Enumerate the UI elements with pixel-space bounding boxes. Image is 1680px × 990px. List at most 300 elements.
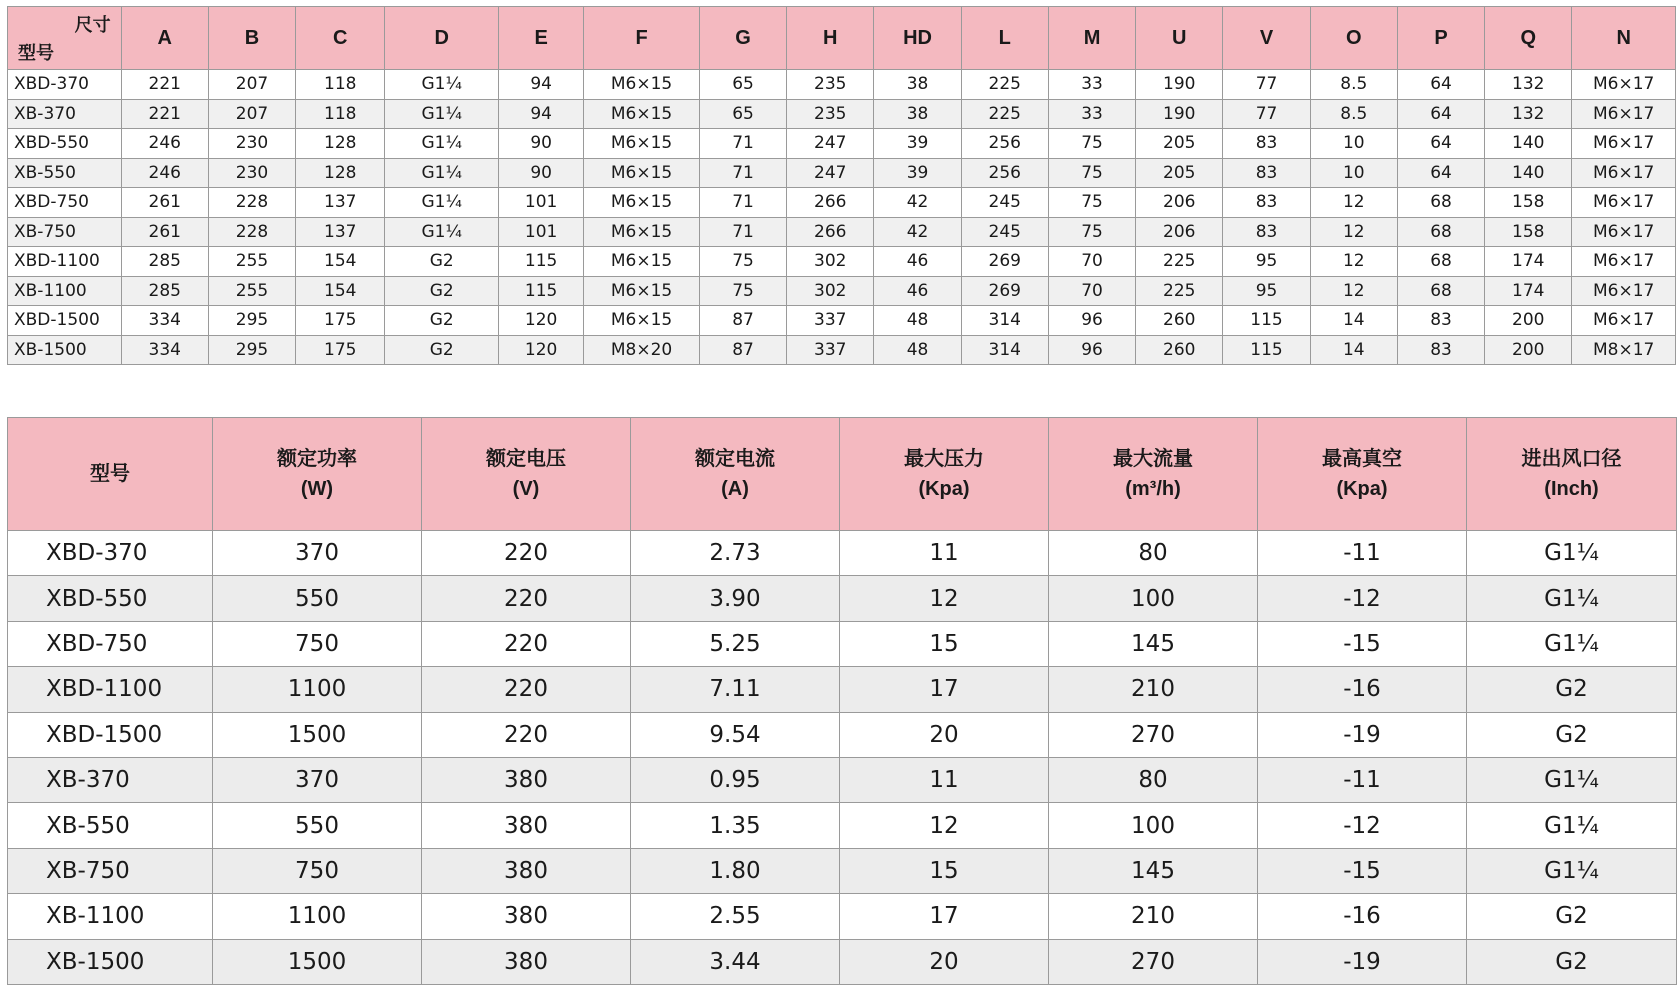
dimension-cell: G1¼: [385, 99, 499, 129]
dimension-cell: M6×17: [1572, 129, 1676, 159]
dimension-cell: 206: [1136, 188, 1223, 218]
dimension-cell: G1¼: [385, 129, 499, 159]
performance-cell: 15: [840, 848, 1049, 893]
performance-cell: G2: [1467, 667, 1677, 712]
dimension-cell: M6×15: [584, 158, 700, 188]
dimension-cell: 269: [961, 247, 1048, 277]
dimension-cell: 68: [1397, 276, 1484, 306]
performance-cell: -12: [1258, 803, 1467, 848]
table-row: [8, 129, 1676, 159]
model-cell: XB-370: [8, 757, 213, 802]
dimension-header-cell: H: [787, 7, 874, 70]
performance-cell: -15: [1258, 621, 1467, 666]
table-row: [8, 531, 1677, 576]
performance-cell: -15: [1258, 848, 1467, 893]
performance-cell: 12: [840, 803, 1049, 848]
header-unit: (W): [300, 478, 334, 500]
performance-cell: 17: [840, 667, 1049, 712]
dimension-cell: 255: [208, 247, 295, 277]
performance-cell: 750: [213, 621, 422, 666]
performance-cell: 370: [213, 757, 422, 802]
dimension-cell: 255: [208, 276, 295, 306]
performance-cell: 1500: [213, 712, 422, 757]
dimension-cell: 71: [699, 217, 786, 247]
dimension-cell: 221: [121, 99, 208, 129]
dimension-cell: 158: [1485, 188, 1572, 218]
dimension-cell: 175: [296, 335, 385, 365]
dimension-cell: 70: [1048, 276, 1135, 306]
dimension-cell: 314: [961, 335, 1048, 365]
dimension-cell: M6×15: [584, 129, 700, 159]
dimension-cell: M6×17: [1572, 276, 1676, 306]
dimension-cell: 158: [1485, 217, 1572, 247]
dimension-cell: 101: [499, 217, 584, 247]
performance-cell: 1100: [213, 894, 422, 939]
dimension-cell: 33: [1048, 99, 1135, 129]
table-row: [8, 335, 1676, 365]
performance-cell: 5.25: [631, 621, 840, 666]
performance-header-cell: [1467, 418, 1677, 531]
performance-header-cell: [631, 418, 840, 531]
dimension-cell: 174: [1485, 247, 1572, 277]
table-row: [8, 217, 1676, 247]
dimension-cell: 205: [1136, 158, 1223, 188]
dimension-cell: 71: [699, 188, 786, 218]
dimension-cell: 205: [1136, 129, 1223, 159]
performance-cell: 220: [422, 531, 631, 576]
dimension-cell: M6×17: [1572, 158, 1676, 188]
dimension-header-cell: Q: [1485, 7, 1572, 70]
performance-cell: -19: [1258, 712, 1467, 757]
dimension-cell: 247: [787, 158, 874, 188]
dimension-header-cell: N: [1572, 7, 1676, 70]
performance-cell: 1500: [213, 939, 422, 984]
model-cell: XBD-1100: [8, 667, 213, 712]
performance-cell: 20: [840, 939, 1049, 984]
dimension-cell: 12: [1310, 188, 1397, 218]
dimension-cell: 64: [1397, 99, 1484, 129]
dimension-cell: 68: [1397, 217, 1484, 247]
performance-cell: -12: [1258, 576, 1467, 621]
performance-cell: 210: [1049, 894, 1258, 939]
performance-cell: 11: [840, 531, 1049, 576]
dimension-cell: 337: [787, 335, 874, 365]
dimension-cell: 266: [787, 188, 874, 218]
dimension-cell: 230: [208, 129, 295, 159]
table-row: [8, 70, 1676, 100]
dimension-cell: 64: [1397, 129, 1484, 159]
table-row: [8, 894, 1677, 939]
dimension-cell: 71: [699, 129, 786, 159]
dimension-cell: 42: [874, 188, 961, 218]
dimension-cell: 83: [1397, 306, 1484, 336]
performance-cell: G1¼: [1467, 757, 1677, 802]
dimension-cell: 68: [1397, 247, 1484, 277]
model-cell: XBD-1100: [8, 247, 122, 277]
performance-cell: -11: [1258, 757, 1467, 802]
dimension-cell: 95: [1223, 276, 1310, 306]
performance-cell: -16: [1258, 667, 1467, 712]
header-unit: (m³/h): [1125, 478, 1181, 500]
dimension-header-cell: U: [1136, 7, 1223, 70]
model-cell: XB-750: [8, 848, 213, 893]
dimension-cell: 75: [1048, 188, 1135, 218]
dimension-cell: 221: [121, 70, 208, 100]
dimension-cell: 12: [1310, 247, 1397, 277]
dimension-cell: 38: [874, 70, 961, 100]
dimension-cell: 225: [961, 70, 1048, 100]
performance-cell: 380: [422, 939, 631, 984]
dimension-cell: 154: [296, 247, 385, 277]
performance-table-body: [8, 531, 1677, 985]
dimension-cell: 38: [874, 99, 961, 129]
table-row: [8, 306, 1676, 336]
performance-cell: 3.44: [631, 939, 840, 984]
dimension-cell: G2: [385, 335, 499, 365]
performance-cell: 1100: [213, 667, 422, 712]
dimension-cell: 42: [874, 217, 961, 247]
header-label: 额定电压: [486, 448, 566, 470]
performance-cell: 2.55: [631, 894, 840, 939]
dimension-header-cell: P: [1397, 7, 1484, 70]
dimension-cell: M6×15: [584, 276, 700, 306]
dimension-cell: 132: [1485, 70, 1572, 100]
dimension-cell: G1¼: [385, 70, 499, 100]
dimension-cell: 39: [874, 129, 961, 159]
dimension-cell: 10: [1310, 129, 1397, 159]
table-row: [8, 939, 1677, 984]
dimension-cell: 225: [961, 99, 1048, 129]
dimension-cell: G1¼: [385, 158, 499, 188]
dimension-cell: 225: [1136, 276, 1223, 306]
dimension-cell: 96: [1048, 306, 1135, 336]
performance-header-row: [8, 418, 1677, 531]
dimension-header-cell: V: [1223, 7, 1310, 70]
header-unit: (A): [721, 478, 749, 500]
performance-cell: 15: [840, 621, 1049, 666]
performance-cell: 380: [422, 803, 631, 848]
model-cell: XBD-1500: [8, 306, 122, 336]
dimension-cell: 120: [499, 306, 584, 336]
dimension-cell: 68: [1397, 188, 1484, 218]
performance-cell: 100: [1049, 803, 1258, 848]
dimension-cell: 87: [699, 335, 786, 365]
dimension-cell: 225: [1136, 247, 1223, 277]
performance-cell: 7.11: [631, 667, 840, 712]
dimension-cell: 207: [208, 70, 295, 100]
header-unit: (Kpa): [918, 478, 970, 500]
performance-cell: G1¼: [1467, 531, 1677, 576]
performance-cell: 80: [1049, 757, 1258, 802]
dimension-table: [7, 6, 1676, 365]
model-cell: XB-1500: [8, 335, 122, 365]
dimension-cell: M6×15: [584, 188, 700, 218]
dimension-header-cell: HD: [874, 7, 961, 70]
dimension-cell: 228: [208, 188, 295, 218]
table-row: [8, 712, 1677, 757]
model-cell: XB-550: [8, 803, 213, 848]
performance-cell: 11: [840, 757, 1049, 802]
performance-cell: 145: [1049, 848, 1258, 893]
model-cell: XB-750: [8, 217, 122, 247]
performance-cell: 220: [422, 712, 631, 757]
performance-cell: 2.73: [631, 531, 840, 576]
model-cell: XB-1100: [8, 894, 213, 939]
performance-cell: 550: [213, 803, 422, 848]
dimension-cell: 115: [1223, 335, 1310, 365]
dimension-cell: 83: [1223, 217, 1310, 247]
dimension-cell: G2: [385, 306, 499, 336]
header-label: 最大压力: [904, 448, 984, 470]
dimension-header-cell: D: [385, 7, 499, 70]
table-row: [8, 188, 1676, 218]
performance-header-cell: [840, 418, 1049, 531]
performance-cell: 270: [1049, 712, 1258, 757]
corner-label-model: 型号: [18, 43, 54, 63]
performance-cell: 17: [840, 894, 1049, 939]
dimension-cell: M6×17: [1572, 99, 1676, 129]
dimension-cell: 83: [1397, 335, 1484, 365]
dimension-cell: 65: [699, 70, 786, 100]
header-label: 最高真空: [1322, 448, 1402, 470]
dimension-cell: 175: [296, 306, 385, 336]
header-label: 最大流量: [1113, 448, 1193, 470]
performance-cell: 380: [422, 848, 631, 893]
dimension-cell: 77: [1223, 70, 1310, 100]
dimension-cell: 302: [787, 276, 874, 306]
performance-cell: G2: [1467, 712, 1677, 757]
dimension-cell: 48: [874, 335, 961, 365]
dimension-cell: 174: [1485, 276, 1572, 306]
performance-header-cell: [8, 418, 213, 531]
dimension-cell: 228: [208, 217, 295, 247]
model-cell: XBD-1500: [8, 712, 213, 757]
performance-cell: 100: [1049, 576, 1258, 621]
dimension-cell: 334: [121, 335, 208, 365]
dimension-cell: 302: [787, 247, 874, 277]
dimension-cell: M6×15: [584, 70, 700, 100]
dimension-cell: M6×15: [584, 306, 700, 336]
dimension-cell: 75: [1048, 129, 1135, 159]
performance-cell: 20: [840, 712, 1049, 757]
dimension-cell: 64: [1397, 70, 1484, 100]
dimension-header-cell: L: [961, 7, 1048, 70]
dimension-cell: 94: [499, 99, 584, 129]
dimension-cell: M6×17: [1572, 70, 1676, 100]
performance-cell: G1¼: [1467, 803, 1677, 848]
dimension-cell: 115: [1223, 306, 1310, 336]
performance-cell: 220: [422, 667, 631, 712]
dimension-cell: 75: [1048, 158, 1135, 188]
dimension-cell: 285: [121, 276, 208, 306]
performance-cell: 380: [422, 757, 631, 802]
performance-cell: G1¼: [1467, 848, 1677, 893]
dimension-cell: 337: [787, 306, 874, 336]
dimension-cell: 65: [699, 99, 786, 129]
dimension-cell: M8×20: [584, 335, 700, 365]
dimension-cell: 75: [1048, 217, 1135, 247]
model-cell: XBD-550: [8, 129, 122, 159]
performance-cell: G1¼: [1467, 621, 1677, 666]
corner-label-size: 尺寸: [74, 15, 111, 35]
dimension-cell: 12: [1310, 217, 1397, 247]
performance-cell: 370: [213, 531, 422, 576]
performance-cell: 270: [1049, 939, 1258, 984]
dimension-cell: 8.5: [1310, 70, 1397, 100]
dimension-cell: G1¼: [385, 217, 499, 247]
dimension-cell: 137: [296, 188, 385, 218]
dimension-cell: M6×17: [1572, 217, 1676, 247]
model-cell: XBD-370: [8, 70, 122, 100]
performance-header-cell: [1049, 418, 1258, 531]
dimension-cell: 200: [1485, 335, 1572, 365]
dimension-cell: 90: [499, 158, 584, 188]
performance-cell: 1.35: [631, 803, 840, 848]
dimension-cell: 75: [699, 247, 786, 277]
header-unit: (Kpa): [1336, 478, 1388, 500]
dimension-cell: 96: [1048, 335, 1135, 365]
model-cell: XB-1100: [8, 276, 122, 306]
table-row: [8, 803, 1677, 848]
performance-cell: -16: [1258, 894, 1467, 939]
dimension-cell: 295: [208, 335, 295, 365]
dimension-cell: 206: [1136, 217, 1223, 247]
dimension-cell: 261: [121, 217, 208, 247]
dimension-cell: 118: [296, 70, 385, 100]
dimension-cell: G2: [385, 276, 499, 306]
dimension-cell: 70: [1048, 247, 1135, 277]
dimension-cell: 334: [121, 306, 208, 336]
corner-header-cell: [8, 7, 122, 70]
dimension-cell: 77: [1223, 99, 1310, 129]
dimension-cell: 83: [1223, 158, 1310, 188]
dimension-cell: M8×17: [1572, 335, 1676, 365]
dimension-cell: 295: [208, 306, 295, 336]
dimension-cell: 246: [121, 129, 208, 159]
header-unit: (V): [512, 478, 540, 500]
performance-cell: 750: [213, 848, 422, 893]
dimension-cell: 128: [296, 129, 385, 159]
table-row: [8, 667, 1677, 712]
dimension-cell: 260: [1136, 335, 1223, 365]
performance-table: [7, 417, 1677, 985]
dimension-cell: 95: [1223, 247, 1310, 277]
performance-cell: 550: [213, 576, 422, 621]
model-cell: XB-1500: [8, 939, 213, 984]
dimension-cell: 14: [1310, 306, 1397, 336]
dimension-table-body: [8, 70, 1676, 365]
performance-cell: 1.80: [631, 848, 840, 893]
dimension-cell: 245: [961, 188, 1048, 218]
dimension-cell: 83: [1223, 188, 1310, 218]
dimension-cell: 120: [499, 335, 584, 365]
performance-cell: -19: [1258, 939, 1467, 984]
dimension-cell: 39: [874, 158, 961, 188]
dimension-cell: 83: [1223, 129, 1310, 159]
dimension-cell: 137: [296, 217, 385, 247]
performance-cell: 9.54: [631, 712, 840, 757]
table-row: [8, 99, 1676, 129]
dimension-cell: 140: [1485, 129, 1572, 159]
performance-cell: 12: [840, 576, 1049, 621]
performance-cell: 220: [422, 621, 631, 666]
dimension-cell: 207: [208, 99, 295, 129]
performance-cell: 210: [1049, 667, 1258, 712]
dimension-cell: 256: [961, 129, 1048, 159]
dimension-cell: 118: [296, 99, 385, 129]
dimension-header-cell: M: [1048, 7, 1135, 70]
dimension-cell: M6×15: [584, 99, 700, 129]
dimension-cell: 33: [1048, 70, 1135, 100]
performance-cell: G1¼: [1467, 576, 1677, 621]
dimension-cell: 235: [787, 70, 874, 100]
model-cell: XBD-750: [8, 621, 213, 666]
dimension-cell: 87: [699, 306, 786, 336]
model-cell: XBD-370: [8, 531, 213, 576]
dimension-header-row: [8, 7, 1676, 70]
model-cell: XBD-750: [8, 188, 122, 218]
dimension-cell: 46: [874, 276, 961, 306]
dimension-cell: 75: [699, 276, 786, 306]
dimension-cell: M6×17: [1572, 247, 1676, 277]
dimension-cell: 269: [961, 276, 1048, 306]
model-cell: XB-370: [8, 99, 122, 129]
dimension-cell: 71: [699, 158, 786, 188]
dimension-cell: 235: [787, 99, 874, 129]
dimension-cell: 90: [499, 129, 584, 159]
dimension-cell: 48: [874, 306, 961, 336]
dimension-cell: 260: [1136, 306, 1223, 336]
dimension-cell: 245: [961, 217, 1048, 247]
dimension-header-cell: G: [699, 7, 786, 70]
header-label: 进出风口径: [1521, 448, 1622, 470]
dimension-header-cell: B: [208, 7, 295, 70]
model-cell: XB-550: [8, 158, 122, 188]
dimension-cell: M6×17: [1572, 188, 1676, 218]
dimension-cell: 266: [787, 217, 874, 247]
dimension-cell: M6×17: [1572, 306, 1676, 336]
performance-cell: 145: [1049, 621, 1258, 666]
performance-cell: 3.90: [631, 576, 840, 621]
performance-header-cell: [1258, 418, 1467, 531]
dimension-cell: 246: [121, 158, 208, 188]
dimension-cell: 115: [499, 247, 584, 277]
dimension-cell: 154: [296, 276, 385, 306]
dimension-cell: G2: [385, 247, 499, 277]
performance-header-cell: [422, 418, 631, 531]
dimension-cell: 285: [121, 247, 208, 277]
dimension-cell: M6×15: [584, 217, 700, 247]
dimension-cell: 115: [499, 276, 584, 306]
table-row: [8, 757, 1677, 802]
performance-cell: G2: [1467, 894, 1677, 939]
dimension-cell: M6×15: [584, 247, 700, 277]
performance-cell: -11: [1258, 531, 1467, 576]
dimension-header-cell: F: [584, 7, 700, 70]
dimension-cell: 101: [499, 188, 584, 218]
dimension-cell: 140: [1485, 158, 1572, 188]
header-label: 额定电流: [695, 448, 775, 470]
dimension-header-cell: O: [1310, 7, 1397, 70]
dimension-cell: 200: [1485, 306, 1572, 336]
dimension-cell: 14: [1310, 335, 1397, 365]
header-label: 额定功率: [277, 448, 357, 470]
performance-header-cell: [213, 418, 422, 531]
dimension-cell: 261: [121, 188, 208, 218]
header-unit: (Inch): [1544, 478, 1599, 500]
dimension-cell: 64: [1397, 158, 1484, 188]
dimension-cell: 10: [1310, 158, 1397, 188]
